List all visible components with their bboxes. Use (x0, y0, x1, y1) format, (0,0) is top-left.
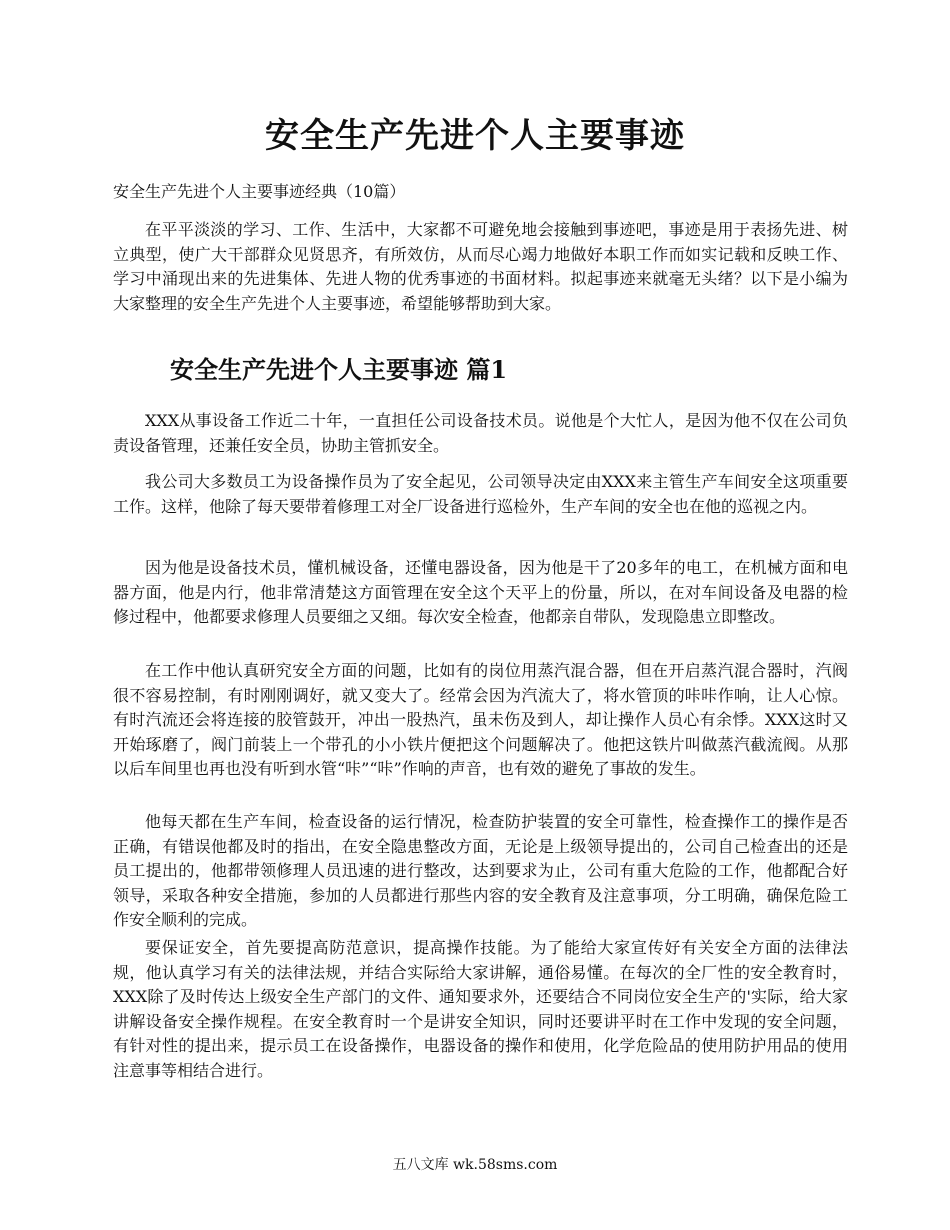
paragraph-3: 因为他是设备技术员，懂机械设备，还懂电器设备，因为他是干了20多年的电工，在机械方面和电器方面，他是内行，他非常清楚这方面管理在安全这个天平上的份量，所以，在对车间设备及电器的检修过程中，他都要求修理人员要细之又细。每次安全检查，他都亲自带队，发现隐患立即整改。 (113, 558, 848, 626)
document-title: 安全生产先进个人主要事迹 (265, 116, 685, 156)
paragraph-6: 要保证安全，首先要提高防范意识，提高操作技能。为了能给大家宣传好有关安全方面的法律法规，他认真学习有关的法律法规，并结合实际给大家讲解，通俗易懂。在每次的全厂性的安全教育时，XXX除了及时传达上级安全生产部门的文件、通知要求外，还要结合不同岗位安全生产的'实际，给大家讲解设备安全操作规程。在安全教育时一个是讲安全知识，同时还要讲平时在工作中发现的安全问题，有针对性的提出来，提示员工在设备操作，电器设备的操作和使用，化学危险品的使用防护用品的使用注意事等相结合进行。 (113, 938, 848, 1080)
section-heading: 安全生产先进个人主要事迹 篇1 (170, 355, 508, 384)
paragraph-1: XXX从事设备工作近二十年，一直担任公司设备技术员。说他是个大忙人，是因为他不仅在公司负责设备管理，还兼任安全员，协助主管抓安全。 (113, 411, 848, 455)
paragraph-4: 在工作中他认真研究安全方面的问题，比如有的岗位用蒸汽混合器，但在开启蒸汽混合器时，汽阀很不容易控制，有时刚刚调好，就又变大了。经常会因为汽流大了，将水管顶的咔咔作响，让人心惊。有时汽流还会将连接的胶管鼓开，冲出一股热汽，虽未伤及到人，却让操作人员心有余悸。XXX这时又开始琢磨了，阀门前装上一个带孔的小小铁片便把这个问题解决了。他把这铁片叫做蒸汽截流阀。从那以后车间里也再也没有听到水管“咔”“咔”作响的声音，也有效的避免了事故的发生。 (113, 661, 848, 778)
document-subtitle: 安全生产先进个人主要事迹经典（10篇） (113, 182, 406, 201)
paragraph-2: 我公司大多数员工为设备操作员为了安全起见，公司领导决定由XXX来主管生产车间安全这项重要工作。这样，他除了每天要带着修理工对全厂设备进行巡检外，生产车间的安全也在他的巡视之内。 (113, 472, 848, 516)
intro-paragraph: 在平平淡淡的学习、工作、生活中，大家都不可避免地会接触到事迹吧，事迹是用于表扬先进、树立典型，使广大干部群众见贤思齐，有所效仿，从而尽心竭力地做好本职工作而如实记载和反映工作、学习中涌现出来的先进集体、先进人物的优秀事迹的书面材料。拟起事迹来就毫无头绪？以下是小编为大家整理的安全生产先进个人主要事迹，希望能够帮助到大家。 (113, 220, 848, 313)
paragraph-5: 他每天都在生产车间，检查设备的运行情况，检查防护装置的安全可靠性，检查操作工的操作是否正确，有错误他都及时的指出，在安全隐患整改方面，无论是上级领导提出的，公司自己检查出的还是员工提出的，他都带领修理人员迅速的进行整改，达到要求为止，公司有重大危险的工作，他都配合好领导，采取各种安全措施，参加的人员都进行那些内容的安全教育及注意事项，分工明确，确保危险工作安全顺利的完成。 (113, 812, 848, 929)
footer-watermark: 五八文库 wk.58sms.com (392, 1157, 558, 1173)
